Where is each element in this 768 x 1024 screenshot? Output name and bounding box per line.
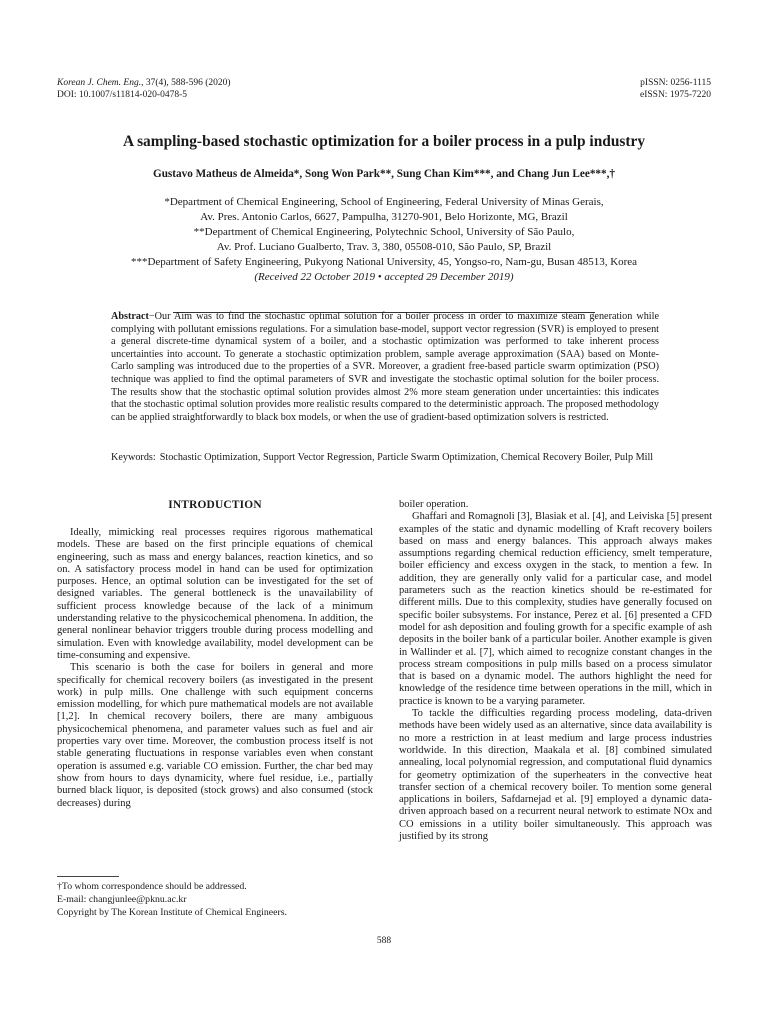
abstract — [111, 311, 659, 424]
affiliation-line: Av. Prof. Luciano Gualberto, Trav. 3, 380, 05508-010, São Paulo, SP, Brazil — [216, 241, 552, 253]
pissn: pISSN: 0256-1115 — [640, 78, 711, 88]
footnote-email: E-mail: changjunlee@pknu.ac.kr — [57, 894, 187, 906]
footnotes — [57, 880, 287, 920]
paper-title: A sampling-based stochastic optimization for a boiler process in a pulp industry — [122, 133, 646, 150]
affiliation-line: **Department of Chemical Engineering, Polytechnic School, University of São Paulo, — [193, 226, 575, 238]
affiliation-line: ***Department of Safety Engineering, Pukyong National University, 45, Yongso-ro, Nam-gu, Busan 48513, Korea — [130, 256, 638, 268]
page-number: 588 — [376, 936, 392, 946]
journal-volume: , 37(4), 588-596 (2020) — [141, 78, 231, 88]
journal-name: Korean J. Chem. Eng. — [57, 78, 142, 88]
paragraph: boiler operation. — [399, 499, 469, 510]
right-column — [399, 499, 712, 843]
received-dates: (Received 22 October 2019 • accepted 29 December 2019) — [254, 271, 514, 283]
keywords-label: Keywords: — [111, 452, 156, 463]
doi: DOI: 10.1007/s11814-020-0478-5 — [57, 90, 187, 100]
paragraph: Ideally, mimicking real processes requires rigorous mathematical models. These are based on the first principle equations of chemical engineering, such as mass and energy balances, reaction kinetics, and so on. A satisfactory process model in hand can be used for optimization purposes. Hence, an optimal solution can be investigated for the set of designed variables. The general bottleneck is the unavailability of sufficient process knowledge because of the lack of a minimum understanding relative to the physicochemical phenomena. In addition, the general nonlinear behavior triggers trouble during process modelling and simulation. Even with knowledge availability, model development can be time-consuming and expensive. — [57, 527, 373, 661]
affiliations — [40, 195, 728, 285]
paragraph: Ghaffari and Romagnoli [3], Blasiak et al. [4], and Leiviska [5] present examples of the static and dynamic modelling of Kraft recovery boilers based on mass and energy balances. This approach always makes assumptions regarding chemical reduction efficiency, smelt temperature, boiler efficiency and excess oxygen in the stack, to mention a few. In addition, they are generally only valid for a particular case, and model parameters such as the reaction kinetics should be re-estimated for different mills. Due to this complexity, studies have generally focused on specific boiler subsystems. For instance, Perez et al. [6] presented a CFD model for ash deposition and fouling growth for a specific example of ash deposits in the boiler bank of a particular boiler. Another example is given in Wallinder et al. [7], which aimed to recognize constant changes in the process stream compositions in pulp mills based on a process simulator that is based on a dynamic model. The authors highlight the need for knowledge of the residence time between operations in the mill, which in practice is known to be a varying parameter. — [399, 511, 712, 707]
eissn: eISSN: 1975-7220 — [640, 90, 711, 100]
paragraph: This scenario is both the case for boilers in general and more specifically for chemical recovery boilers (as investigated in the present work) in pulp mills. One challenge with such equipment concerns emission modelling, for which pure mathematical models are not available [1,2]. In chemical recovery boilers, there are many ambiguous physicochemical phenomena, and parameter values such as fuel and air properties vary over time. Moreover, the combustion process itself is not stable generating fluctuations in response variables even when constant operation is assumed e.g. variable CO emission. Further, the char bed may show from hours to days dynamicity, where fuel residue, i.e., partially burned black liquor, is deposited (stock grows) and also consumed (stock decreases) during — [57, 662, 373, 809]
section-heading-introduction: INTRODUCTION — [168, 499, 262, 511]
abstract-label: Abstract — [111, 311, 149, 322]
abstract-text: −Our Aim was to find the stochastic optimal solution for a boiler process in order to maximize steam generation while complying with pollutant emissions regulations. For a simulation base-model, support vector regression (SVR) is employed to present a general discrete-time dynamical system of a boiler, and a stochastic optimization was performed to take inherent process uncertainties into account. To generate a stochastic optimization problem, sample average approximation (SAA) based on Monte-Carlo sampling was introduced due to the properties of a SVR. Moreover, a gradient free-based particle swarm optimization (PSO) technique was applied to find the optimal parameters of SVR and investigate the stochastic optimal solution for the boiler process. The results show that the stochastic optimal solution provides almost 2% more steam generation under uncertainties: this indicates that the stochastic optimal solution provides more realistic results compared to the deterministic approach. The proposed methodology can be applied straightforwardly to black box models, or when the use of gradient-based optimization solvers is restricted. — [111, 311, 659, 423]
keywords-text: Stochastic Optimization, Support Vector Regression, Particle Swarm Optimization, Chemical Recovery Boiler, Pulp Mill — [159, 452, 654, 463]
author-list: Gustavo Matheus de Almeida*, Song Won Park**, Sung Chan Kim***, and Chang Jun Lee***,† — [153, 168, 615, 180]
paragraph: To tackle the difficulties regarding process modeling, data-driven methods have been widely used as an alternative, since data availability is no more a restriction in at least medium and large process industries worldwide. In this direction, Maakala et al. [8] combined simulated annealing, local polynomial regression, and computational fluid dynamics for geometry optimization of the superheaters in the convective heat transfer section of a chemical recovery boiler. To mention some general applications in boilers, Safdarnejad et al. [9] employed a dynamic data-driven approach based on a recurrent neural network to estimate NOx and CO emissions in a utility boiler simultaneously. This approach was justified by its strong — [399, 708, 712, 843]
left-column — [57, 527, 373, 810]
footnote-correspondence: †To whom correspondence should be addressed. — [57, 881, 247, 892]
footnote-rule — [57, 876, 119, 877]
affiliation-line: *Department of Chemical Engineering, School of Engineering, Federal University of Minas Gerais, — [164, 196, 604, 208]
journal-citation — [57, 77, 231, 89]
affiliation-line: Av. Pres. Antonio Carlos, 6627, Pampulha, 31270-901, Belo Horizonte, MG, Brazil — [200, 211, 568, 223]
footnote-copyright: Copyright by The Korean Institute of Chemical Engineers. — [57, 907, 287, 919]
keywords — [111, 452, 659, 465]
